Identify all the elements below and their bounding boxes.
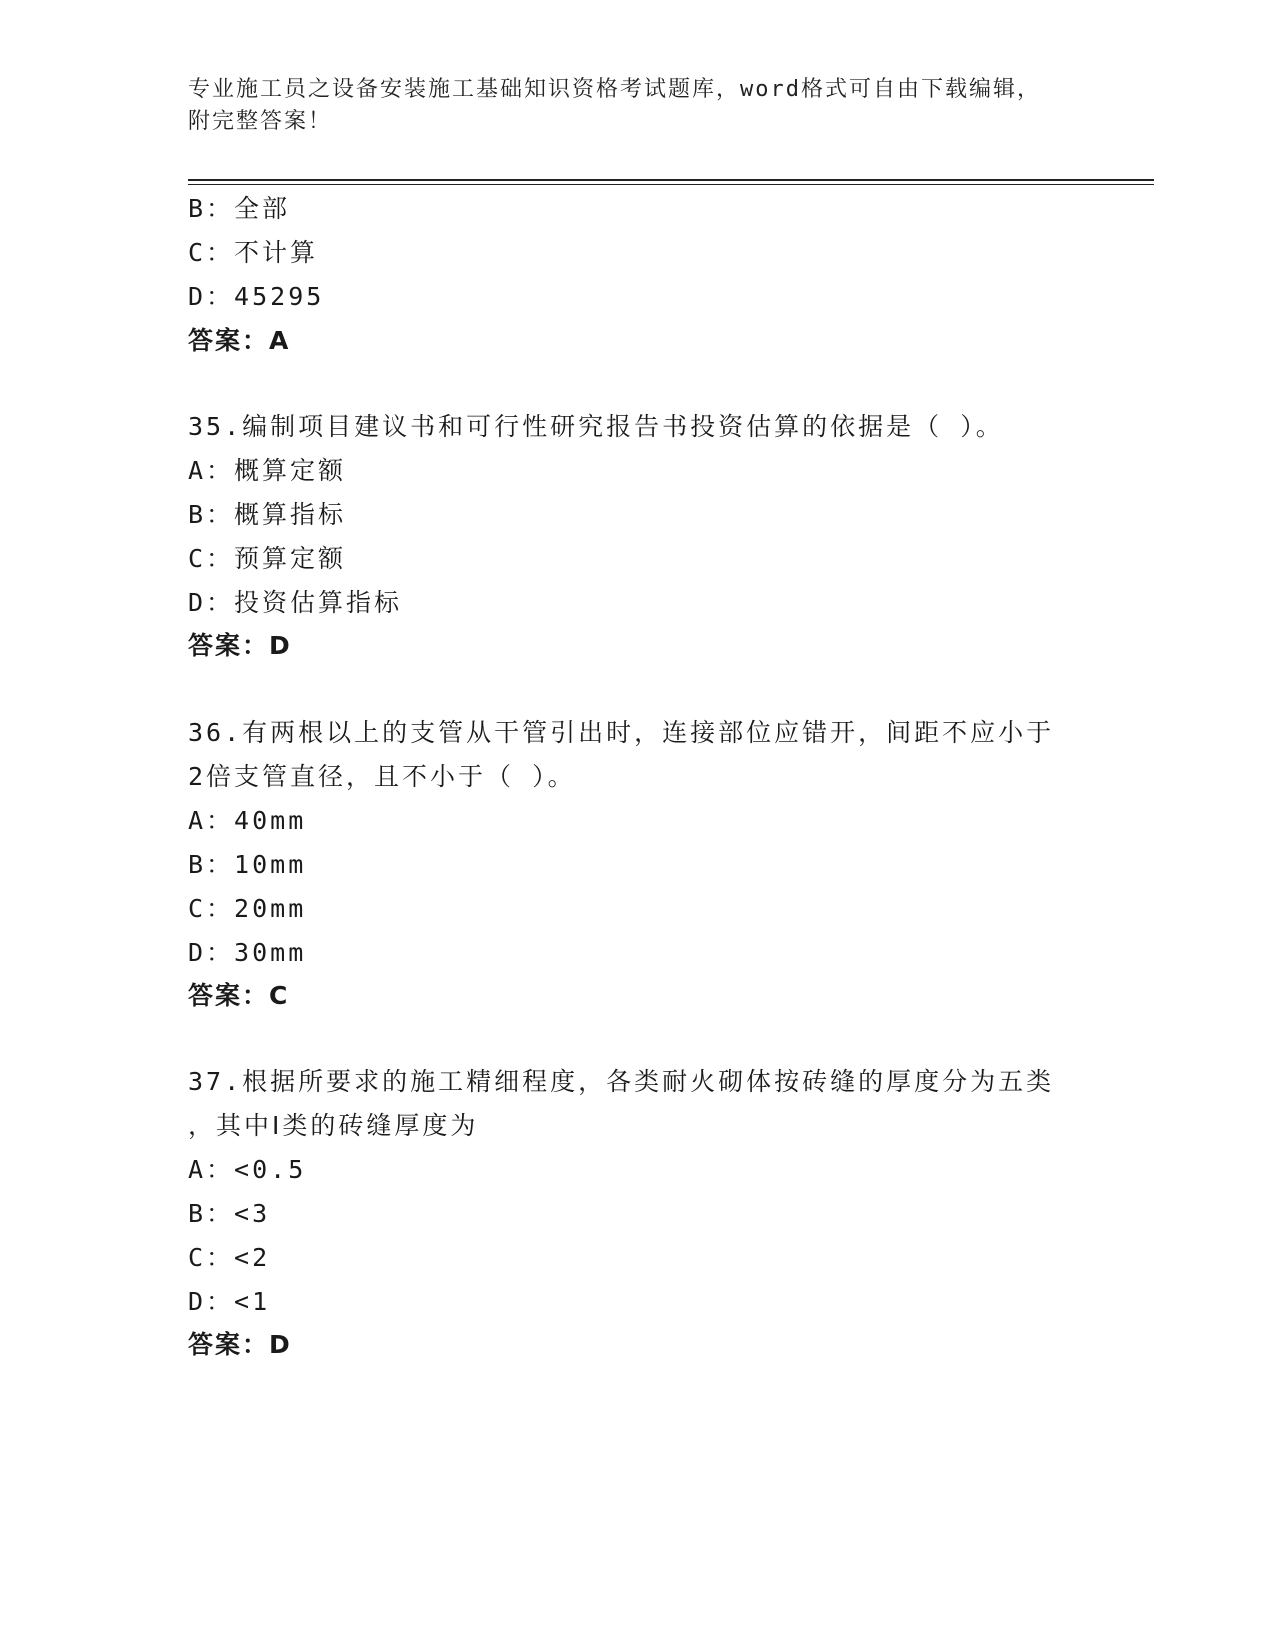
answer-line: 答案：C <box>188 981 290 1010</box>
question-36-line-2: 2倍支管直径，且不小于（ ）。 <box>188 762 576 791</box>
header-rule-thin <box>188 184 1154 185</box>
answer-line: 答案：D <box>188 1330 292 1359</box>
question-35: 35.编制项目建议书和可行性研究报告书投资估算的依据是（ ）。 <box>188 412 1004 441</box>
option-d: D：30mm <box>188 938 307 967</box>
question-37-line-2: ，其中Ⅰ类的砖缝厚度为 <box>188 1111 479 1140</box>
option-c: C：预算定额 <box>188 544 347 573</box>
option-a: A：<0.5 <box>188 1155 307 1184</box>
answer-line: 答案：D <box>188 631 292 660</box>
header-line-2: 附完整答案！ <box>188 109 333 134</box>
option-d: D：45295 <box>188 282 325 311</box>
option-a: A：概算定额 <box>188 456 347 485</box>
answer-line: 答案：A <box>188 326 291 355</box>
header-rule-thick <box>188 179 1154 181</box>
option-b: B：全部 <box>188 194 291 223</box>
option-c: C：<2 <box>188 1243 271 1272</box>
option-d: D：投资估算指标 <box>188 588 403 617</box>
option-c: C：20mm <box>188 894 307 923</box>
option-b: B：概算指标 <box>188 500 347 529</box>
header-line-1: 专业施工员之设备安装施工基础知识资格考试题库，word格式可自由下载编辑， <box>188 77 1041 102</box>
question-36-line-1: 36.有两根以上的支管从干管引出时，连接部位应错开，间距不应小于 <box>188 718 1055 747</box>
option-a: A：40mm <box>188 806 307 835</box>
document-header <box>188 74 1088 138</box>
option-c: C：不计算 <box>188 238 319 267</box>
option-b: B：<3 <box>188 1199 271 1228</box>
question-37-line-1: 37.根据所要求的施工精细程度，各类耐火砌体按砖缝的厚度分为五类 <box>188 1067 1055 1096</box>
option-d: D：<1 <box>188 1287 271 1316</box>
option-b: B：10mm <box>188 850 307 879</box>
